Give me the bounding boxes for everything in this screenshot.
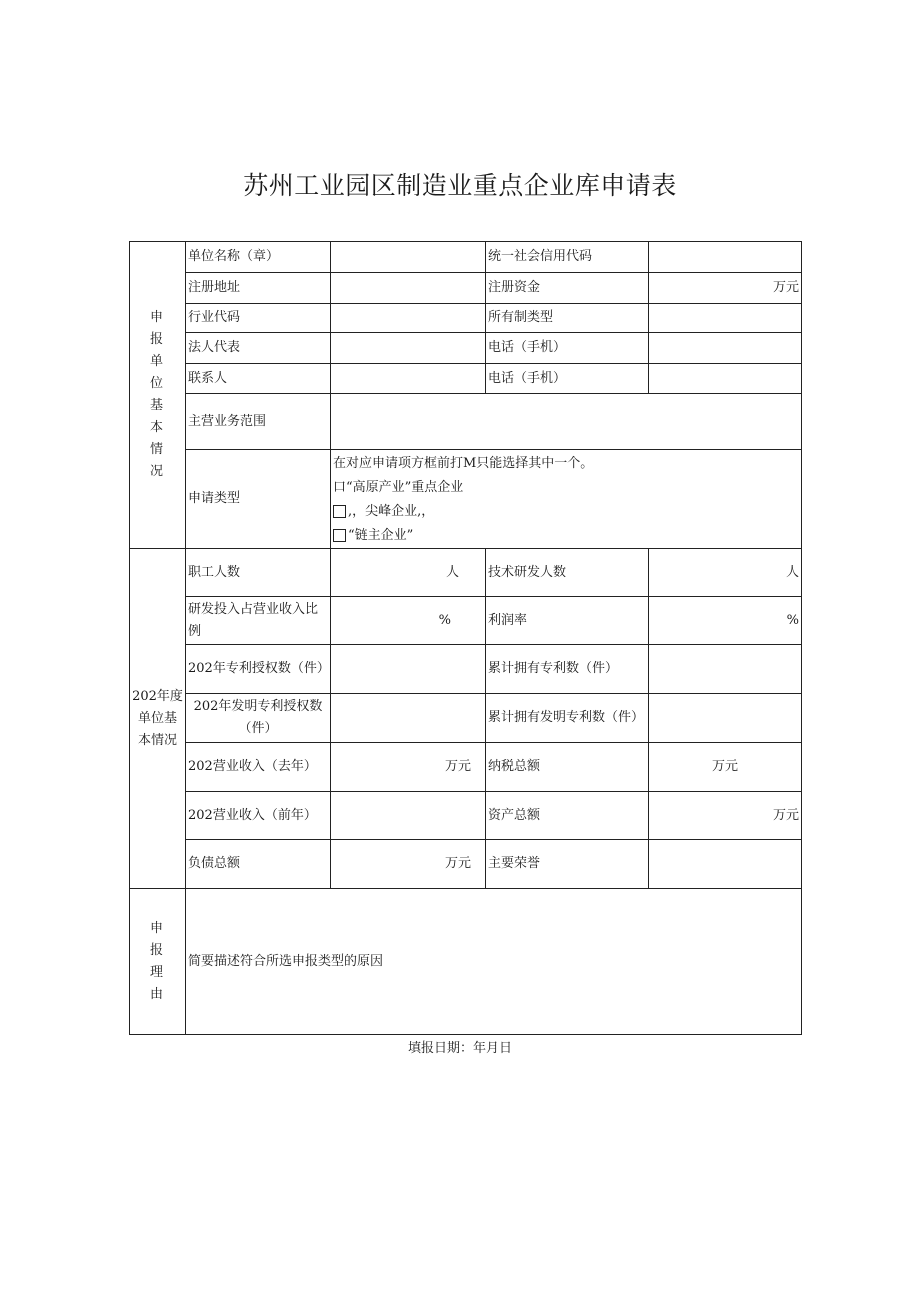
revenue-last-label: 202营业收入（去年） — [186, 743, 331, 792]
employees-unit: 人 — [445, 564, 459, 580]
assets-unit: 万元 — [772, 807, 799, 823]
phone2-field[interactable] — [649, 364, 802, 394]
honors-label: 主要荣誉 — [486, 840, 649, 889]
option-highland[interactable] — [333, 476, 799, 500]
profit-rate-field[interactable] — [649, 597, 802, 645]
revenue-prev-label: 202营业收入（前年） — [186, 792, 331, 840]
industry-code-field[interactable] — [331, 304, 486, 333]
total-patents-label: 累计拥有专利数（件） — [486, 645, 649, 694]
industry-code-label: 行业代码 — [186, 304, 331, 333]
contact-label: 联系人 — [186, 364, 331, 394]
assets-label: 资产总额 — [486, 792, 649, 840]
liabilities-unit: 万元 — [444, 856, 471, 871]
option-chain-leader-checkbox[interactable] — [333, 529, 346, 542]
unit-name-label: 单位名称（章） — [186, 242, 331, 273]
revenue-last-field[interactable] — [331, 743, 486, 792]
option-highland-label: “高原产业”重点企业 — [346, 480, 464, 495]
honors-field[interactable] — [649, 840, 802, 889]
employees-field[interactable] — [331, 549, 486, 597]
rd-staff-label: 技术研发人数 — [486, 549, 649, 597]
section-label-annual: 202年度单位基本情况 — [130, 549, 186, 889]
page-title: 苏州工业园区制造业重点企业库申请表 — [243, 171, 677, 200]
patents-field[interactable] — [331, 645, 486, 694]
option-chain-leader-label: “链主企业” — [348, 528, 414, 543]
patents-label: 202年专利授权数（件） — [186, 645, 331, 694]
option-chain-leader[interactable] — [333, 524, 799, 548]
revenue-prev-field[interactable] — [331, 792, 486, 840]
phone1-label: 电话（手机） — [486, 333, 649, 364]
rd-staff-unit: 人 — [785, 564, 799, 580]
address-field[interactable] — [331, 273, 486, 304]
application-form — [129, 241, 802, 1035]
ownership-label: 所有制类型 — [486, 304, 649, 333]
profit-rate-label: 利润率 — [486, 597, 649, 645]
rd-ratio-unit: % — [438, 612, 451, 628]
tax-total-label: 纳税总额 — [486, 743, 649, 792]
option-peak-checkbox[interactable] — [333, 505, 346, 518]
capital-field[interactable] — [649, 273, 802, 304]
credit-code-label: 统一社会信用代码 — [486, 242, 649, 273]
tax-total-unit: 万元 — [711, 759, 738, 774]
section-label-reason: 申报理由 — [130, 889, 186, 1035]
capital-unit: 万元 — [772, 280, 799, 295]
reason-field[interactable] — [186, 889, 802, 1035]
rd-ratio-field[interactable] — [331, 597, 486, 645]
revenue-last-unit: 万元 — [444, 759, 471, 774]
total-invention-field[interactable] — [649, 694, 802, 743]
liabilities-field[interactable] — [331, 840, 486, 889]
legal-rep-label: 法人代表 — [186, 333, 331, 364]
invention-patents-field[interactable] — [331, 694, 486, 743]
total-invention-label: 累计拥有发明专利数（件） — [486, 694, 649, 743]
capital-label: 注册资金 — [486, 273, 649, 304]
business-scope-field[interactable] — [331, 394, 802, 450]
assets-field[interactable] — [649, 792, 802, 840]
section-label-basic: 申报单位基本情况 — [130, 242, 186, 549]
option-peak-label: ,，尖峰企业,， — [348, 504, 435, 519]
liabilities-label: 负债总额 — [186, 840, 331, 889]
option-peak[interactable] — [333, 500, 799, 524]
contact-field[interactable] — [331, 364, 486, 394]
invention-patents-label: 202年发明专利授权数（件） — [186, 694, 331, 743]
ownership-field[interactable] — [649, 304, 802, 333]
apply-type-note: 在对应申请项方框前打M只能选择其中一个。 — [333, 456, 594, 471]
employees-label: 职工人数 — [186, 549, 331, 597]
business-scope-label: 主营业务范围 — [186, 394, 331, 450]
credit-code-field[interactable] — [649, 242, 802, 273]
legal-rep-field[interactable] — [331, 333, 486, 364]
address-label: 注册地址 — [186, 273, 331, 304]
apply-type-options — [331, 450, 802, 549]
apply-type-label: 申请类型 — [186, 450, 331, 549]
option-highland-box[interactable]: 口 — [333, 480, 347, 495]
phone2-label: 电话（手机） — [486, 364, 649, 394]
total-patents-field[interactable] — [649, 645, 802, 694]
profit-rate-unit: % — [786, 612, 799, 628]
rd-staff-field[interactable] — [649, 549, 802, 597]
rd-ratio-label: 研发投入占营业收入比例 — [186, 597, 331, 645]
reason-hint: 简要描述符合所选申报类型的原因 — [188, 953, 384, 969]
unit-name-field[interactable] — [331, 242, 486, 273]
phone1-field[interactable] — [649, 333, 802, 364]
tax-total-field[interactable] — [649, 743, 802, 792]
fill-date: 填报日期：年月日 — [407, 1041, 512, 1056]
